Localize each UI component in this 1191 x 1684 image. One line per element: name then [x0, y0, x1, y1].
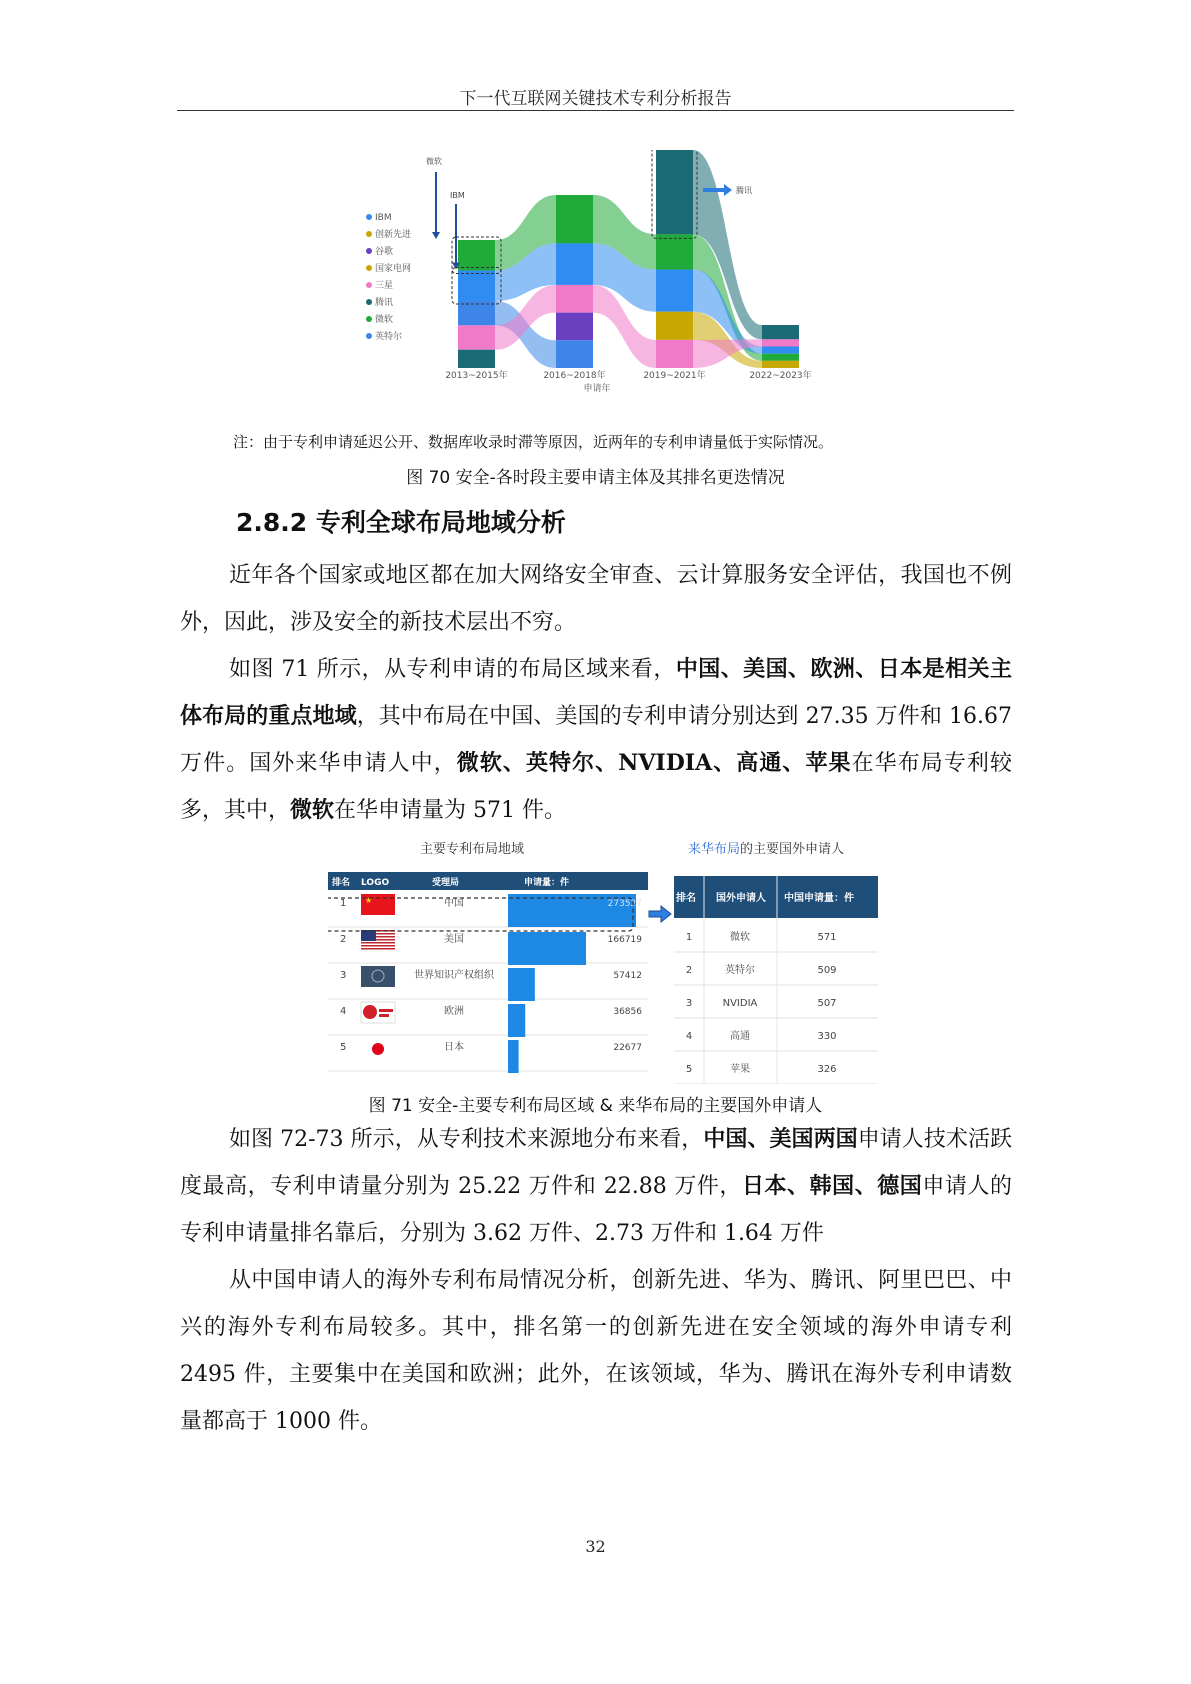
- office-name-1: 美国: [444, 934, 464, 945]
- stack-1-segment-4: [556, 340, 593, 368]
- x-tick-label-1: 2016~2018年: [543, 371, 606, 381]
- paragraph-2: [180, 646, 1012, 834]
- stack-2-segment-4: [656, 340, 693, 368]
- office-name-0: 中国: [444, 898, 464, 909]
- sankey-legend: [366, 213, 411, 342]
- legend-label-5: 腾讯: [375, 298, 394, 308]
- office-header-3: 申请量：件: [524, 878, 570, 888]
- stack-0-segment-0: [458, 240, 495, 270]
- stack-1-segment-2: [556, 285, 593, 313]
- legend-dot-0: [366, 214, 372, 220]
- stack-0-segment-3: [458, 325, 495, 349]
- p3-bold-cn-us: 中国、美国两国: [703, 1126, 858, 1152]
- applicant-name-4: 苹果: [730, 1064, 750, 1075]
- office-logo-4: [372, 1043, 384, 1055]
- p3-text-c: 申请人技术活跃度最高，专利申请量分别为 25.22 万件和 22.88 万件，: [180, 1127, 1012, 1199]
- stack-1-segment-1: [556, 243, 593, 285]
- p2-bold-applicants: 微软、英特尔、NVIDIA、高通、苹果: [456, 750, 852, 776]
- office-logo-3: [361, 1002, 395, 1023]
- stack-2-segment-0: [656, 150, 693, 234]
- stack-0-segment-4: [458, 350, 495, 368]
- legend-dot-2: [366, 248, 372, 254]
- p2-text-c: ，其中布局在中国、美国的专利申请分别达到 27.35 万件和 16.67 万件。国外来华申请人中，: [180, 704, 1012, 776]
- annot-tencent-label: 腾讯: [736, 186, 752, 195]
- paragraph-3: [180, 1116, 1012, 1257]
- office-value-0: 273527: [607, 899, 642, 909]
- applicant-rank-0: 1: [685, 932, 693, 943]
- applicant-value-3: 330: [817, 1031, 837, 1042]
- header-divider: [177, 110, 1014, 111]
- section-heading: 2.8.2 专利全球布局地域分析: [236, 508, 566, 537]
- x-tick-label-2: 2019~2021年: [643, 371, 706, 381]
- applicant-name-2: NVIDIA: [722, 998, 758, 1009]
- page-number: 32: [585, 1537, 606, 1556]
- legend-label-6: 微软: [375, 315, 394, 325]
- office-logo-1: [361, 930, 395, 950]
- office-logo-2: [361, 966, 395, 987]
- x-axis-title: 申请年: [583, 384, 611, 394]
- applicant-value-2: 507: [817, 998, 837, 1009]
- office-name-4: 日本: [444, 1042, 464, 1053]
- applicant-rank-4: 5: [685, 1064, 693, 1075]
- right-title-rest: 的主要国外申请人: [740, 842, 845, 857]
- figure-71-applicant-table: [674, 876, 878, 1084]
- stack-1-segment-3: [556, 313, 593, 341]
- office-name-3: 欧洲: [444, 1006, 464, 1017]
- figure-71-left-title: 主要专利布局地域: [420, 842, 525, 857]
- stack-3-segment-3: [762, 354, 799, 361]
- x-tick-label-3: 2022~2023年: [749, 371, 812, 381]
- x-tick-label-0: 2013~2015年: [445, 371, 508, 381]
- stack-2-segment-3: [656, 312, 693, 340]
- stack-2-segment-1: [656, 234, 693, 269]
- stack-3-segment-2: [762, 347, 799, 354]
- applicant-value-4: 326: [817, 1064, 837, 1075]
- legend-dot-4: [366, 282, 372, 288]
- right-title-highlight: 来华布局: [688, 842, 741, 857]
- office-header-1: LOGO: [361, 878, 390, 888]
- running-header: 下一代互联网关键技术专利分析报告: [459, 89, 732, 109]
- applicant-rank-3: 4: [685, 1031, 693, 1042]
- svg-text:★: ★: [365, 896, 373, 905]
- annot-microsoft-arrowhead: [432, 232, 440, 239]
- applicant-table-rows: [674, 930, 878, 1084]
- legend-label-2: 谷歌: [375, 247, 394, 257]
- applicant-value-1: 509: [817, 965, 837, 976]
- p3-text-e: 申请人的专利申请量排名靠后，分别为 3.62 万件、2.73 万件和 1.64 万件: [180, 1174, 1012, 1246]
- stack-3-segment-1: [762, 339, 799, 346]
- legend-dot-3: [366, 265, 372, 271]
- p3-text-a: 如图 72-73 所示，从专利技术来源地分布来看，: [229, 1127, 704, 1152]
- figure-70-note: 注：由于专利申请延迟公开、数据库收录时滞等原因，近两年的专利申请量低于实际情况。: [233, 433, 834, 451]
- office-logo-0: [361, 894, 395, 915]
- applicant-name-0: 微软: [730, 932, 750, 943]
- legend-dot-1: [366, 231, 372, 237]
- legend-dot-7: [366, 333, 372, 339]
- p2-text-a: 如图 71 所示，从专利申请的布局区域来看，: [229, 657, 676, 682]
- figure-71-caption: 图 71 安全-主要专利布局区域 & 来华布局的主要国外申请人: [368, 1096, 823, 1116]
- p2-text-g: 在华申请量为 571 件。: [334, 798, 567, 823]
- office-value-2: 57412: [613, 971, 642, 981]
- stack-3-segment-4: [762, 361, 799, 368]
- office-name-2: 世界知识产权组织: [414, 970, 494, 981]
- applicant-rank-2: 3: [685, 998, 693, 1009]
- figure-71-right-title: [688, 838, 844, 857]
- applicant-name-3: 高通: [730, 1031, 750, 1042]
- office-table-rows: [328, 894, 648, 1073]
- p2-bold-microsoft: 微软: [290, 797, 335, 823]
- stack-0-segment-2: [458, 301, 495, 325]
- sankey-axis: [445, 369, 811, 394]
- office-rank-0: 1: [340, 898, 347, 909]
- office-value-3: 36856: [613, 1007, 642, 1017]
- figure-70-caption: 图 70 安全-各时段主要申请主体及其排名更迭情况: [406, 468, 785, 488]
- office-header-2: 受理局: [432, 878, 460, 888]
- applicant-name-1: 英特尔: [725, 965, 755, 976]
- sankey-flows: [495, 150, 762, 368]
- legend-label-3: 国家电网: [375, 264, 412, 274]
- figure-71-arrow: [648, 905, 672, 923]
- applicant-header-1: 国外申请人: [716, 893, 766, 904]
- paragraph-4: 从中国申请人的海外专利布局情况分析，创新先进、华为、腾讯、阿里巴巴、中兴的海外专利布局较多。其中，排名第一的创新先进在安全领域的海外申请专利 2495 件，主要集中在美国和欧洲；此外，在该领域，华为、腾讯在海外专利申请数量都高于 1000 件。: [180, 1268, 1012, 1434]
- applicant-value-0: 571: [817, 932, 837, 943]
- arrow-right-icon: [649, 906, 671, 922]
- legend-label-7: 英特尔: [375, 332, 403, 342]
- paragraph-1: 近年各个国家或地区都在加大网络安全审查、云计算服务安全评估，我国也不例外，因此，涉及安全的新技术层出不穷。: [180, 563, 1012, 635]
- stack-2-segment-2: [656, 270, 693, 312]
- office-rank-2: 3: [340, 970, 347, 981]
- office-bar-3: [508, 1004, 525, 1037]
- applicant-header-0: 排名: [676, 893, 696, 904]
- p2-bold-regions: 中国、美国、欧洲、日本是相关主体布局的重点地域: [180, 656, 1012, 729]
- office-bar-1: [508, 932, 586, 965]
- p3-bold-jp-kr-de: 日本、韩国、德国: [741, 1173, 923, 1199]
- figure-71-office-table: [328, 872, 648, 1084]
- office-value-4: 22677: [613, 1043, 642, 1053]
- office-rank-1: 2: [340, 934, 347, 945]
- legend-dot-5: [366, 299, 372, 305]
- legend-label-0: IBM: [375, 213, 392, 223]
- annot-ibm-label: IBM: [450, 191, 465, 200]
- figure-70-sankey: [360, 150, 840, 425]
- annot-microsoft-label: 微软: [426, 157, 442, 166]
- stack-0-segment-1: [458, 270, 495, 300]
- office-table-headers: [331, 876, 569, 888]
- legend-dot-6: [366, 316, 372, 322]
- office-header-0: 排名: [332, 878, 351, 888]
- office-bar-2: [508, 968, 535, 1001]
- stack-1-segment-0: [556, 195, 593, 243]
- applicant-rank-1: 2: [685, 965, 693, 976]
- legend-label-4: 三星: [375, 281, 394, 291]
- legend-label-1: 创新先进: [375, 230, 412, 240]
- office-bar-4: [508, 1040, 519, 1073]
- office-rank-4: 5: [340, 1042, 347, 1053]
- stack-3-segment-0: [762, 325, 799, 339]
- office-rank-3: 4: [340, 1006, 347, 1017]
- applicant-header-2: 中国申请量：件: [784, 893, 854, 904]
- p2-text-e: 在华布局专利较多，其中，: [180, 751, 1012, 823]
- office-value-1: 166719: [607, 935, 642, 945]
